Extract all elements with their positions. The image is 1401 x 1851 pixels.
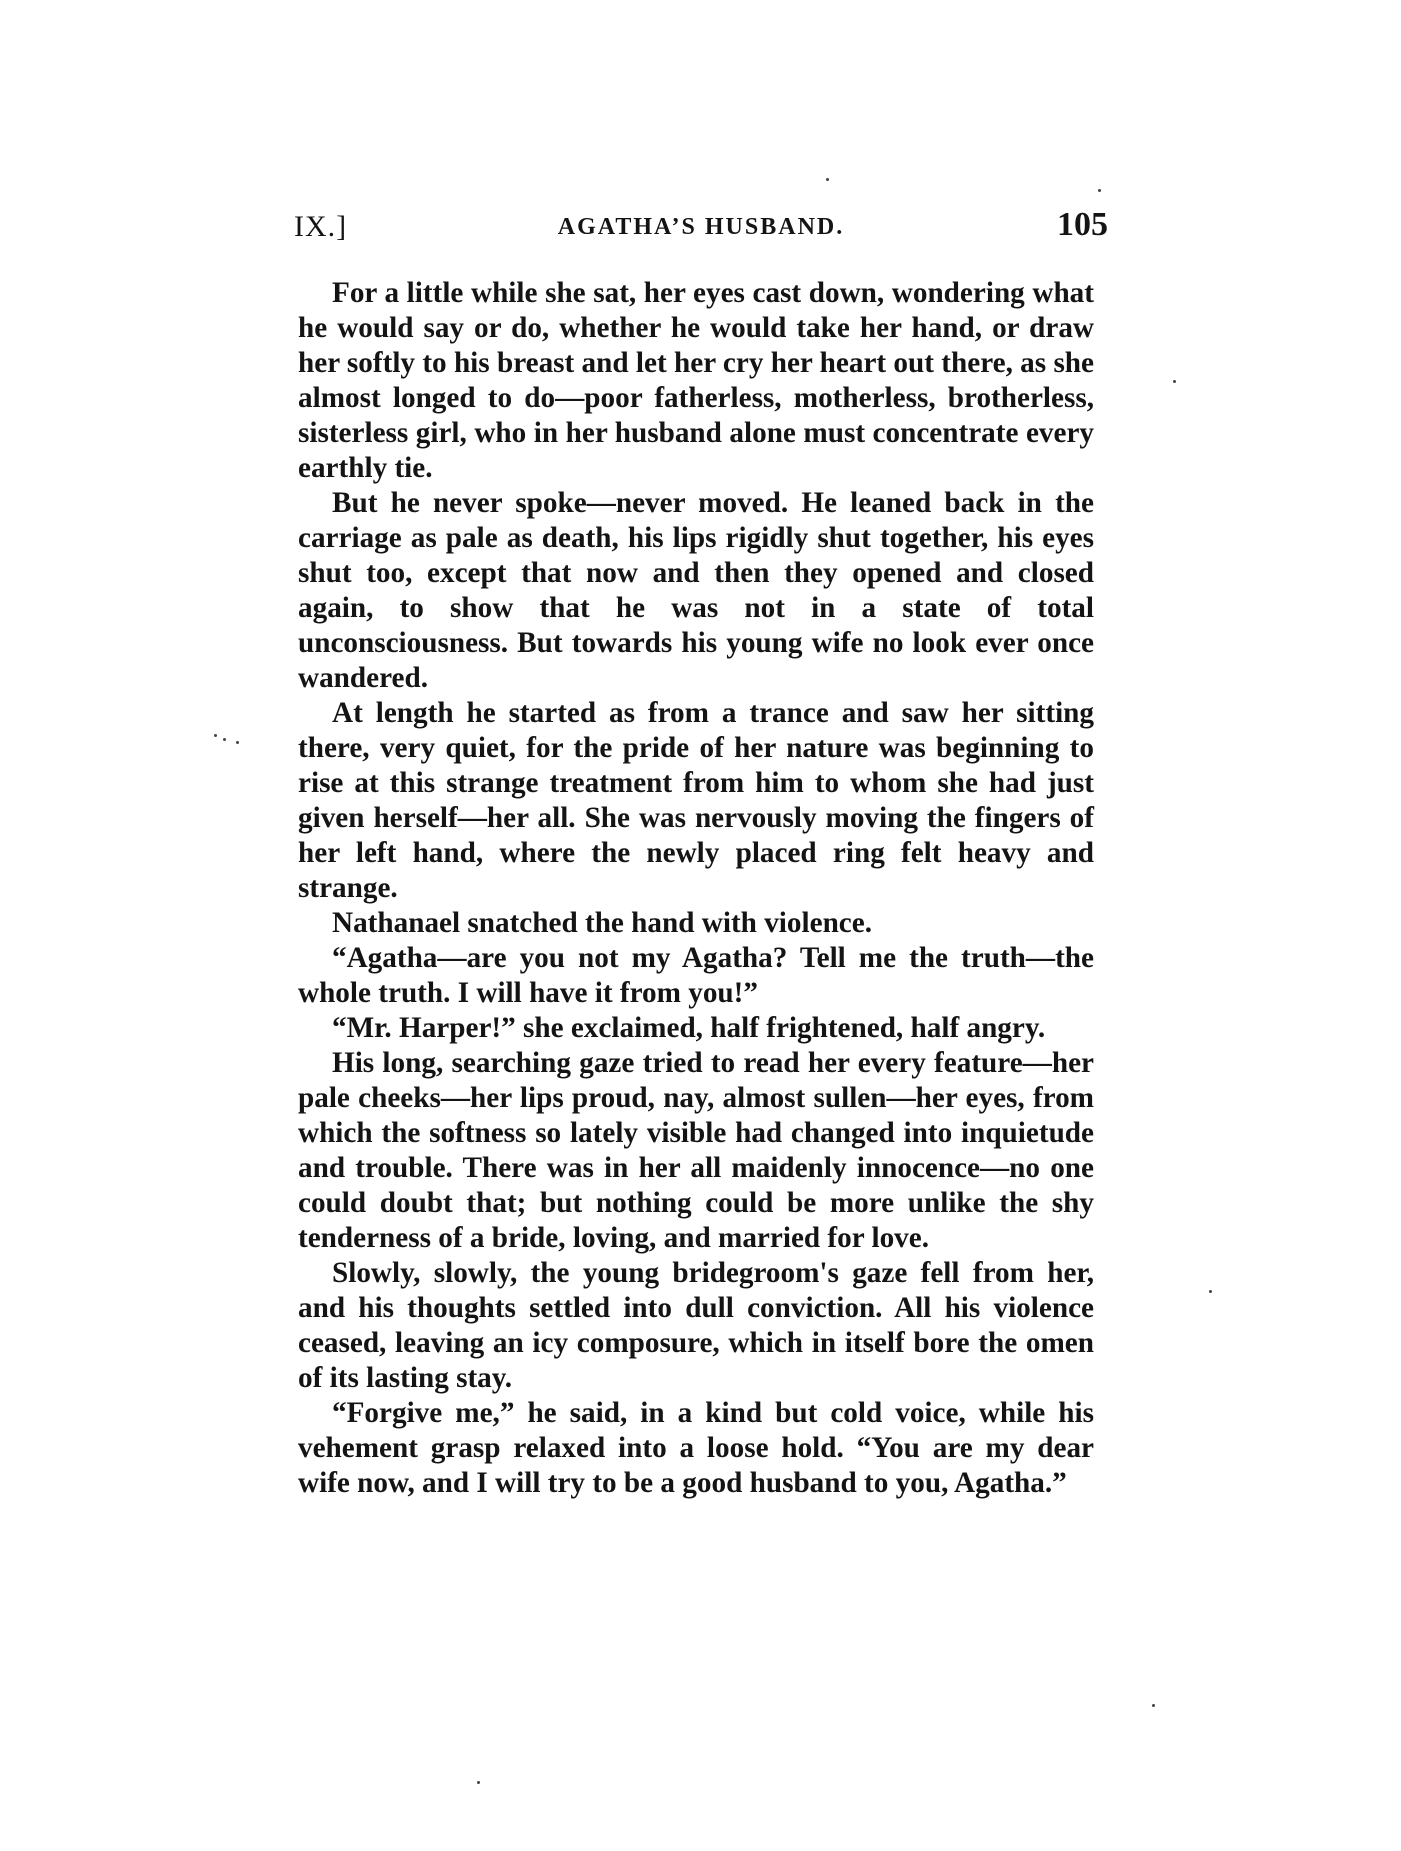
scan-speck: [477, 1781, 480, 1784]
page-number: 105: [1057, 206, 1108, 243]
paragraph: Nathanael snatched the hand with violence.: [332, 907, 873, 939]
scan-speck: [214, 734, 217, 737]
paragraph: Slowly, slowly, the young bridegroom's gaze fell from her, and his thoughts settled into dull conviction. All his violence ceased, leaving an icy composure, which in itself bore the omen of its lasting stay.: [298, 1257, 1094, 1394]
paragraph: “Agatha—are you not my Agatha? Tell me the truth—the whole truth. I will have it from you!”: [298, 942, 1094, 1009]
paragraph: At length he started as from a trance and saw her sitting there, very quiet, for the pride of her nature was beginning to rise at this strange treatment from him to whom she had just given herself—her all. She was nervously moving the fingers of her left hand, where the newly placed ring felt heavy and strange.: [298, 697, 1094, 904]
running-header: [294, 206, 1108, 254]
scan-speck: [1098, 189, 1101, 192]
scan-speck: [826, 178, 829, 181]
chapter-marker: IX.]: [294, 210, 348, 243]
scan-speck: [236, 741, 239, 744]
scan-speck: [1173, 380, 1176, 383]
paragraph: But he never spoke—never moved. He leaned back in the carriage as pale as death, his lips rigidly shut together, his eyes shut too, except that now and then they opened and closed again, to show that he was not in a state of total unconsciousness. But towards his young wife no look ever once wandered.: [298, 487, 1094, 694]
body-text: [298, 276, 1094, 1501]
paragraph: “Forgive me,” he said, in a kind but cold voice, while his vehement grasp relaxed into a loose hold. “You are my dear wife now, and I will try to be a good husband to you, Agatha.”: [298, 1397, 1094, 1499]
scan-speck: [223, 738, 226, 741]
paragraph: His long, searching gaze tried to read her every feature—her pale cheeks—her lips proud, nay, almost sullen—her eyes, from which the softness so lately visible had changed into inquietude and trouble. There was in her all maidenly innocence—no one could doubt that; but nothing could be more unlike the shy tenderness of a bride, loving, and married for love.: [298, 1047, 1094, 1254]
running-title: AGATHA’S HUSBAND.: [557, 214, 845, 240]
scan-speck: [1152, 1704, 1155, 1707]
scan-speck: [1209, 1290, 1212, 1293]
paragraph: “Mr. Harper!” she exclaimed, half frightened, half angry.: [332, 1012, 1046, 1044]
paragraph: For a little while she sat, her eyes cast down, wondering what he would say or do, whether he would take her hand, or draw her softly to his breast and let her cry her heart out there, as she almost longed to do—poor fatherless, motherless, brotherless, sisterless girl, who in her husband alone must concentrate every earthly tie.: [298, 277, 1094, 484]
